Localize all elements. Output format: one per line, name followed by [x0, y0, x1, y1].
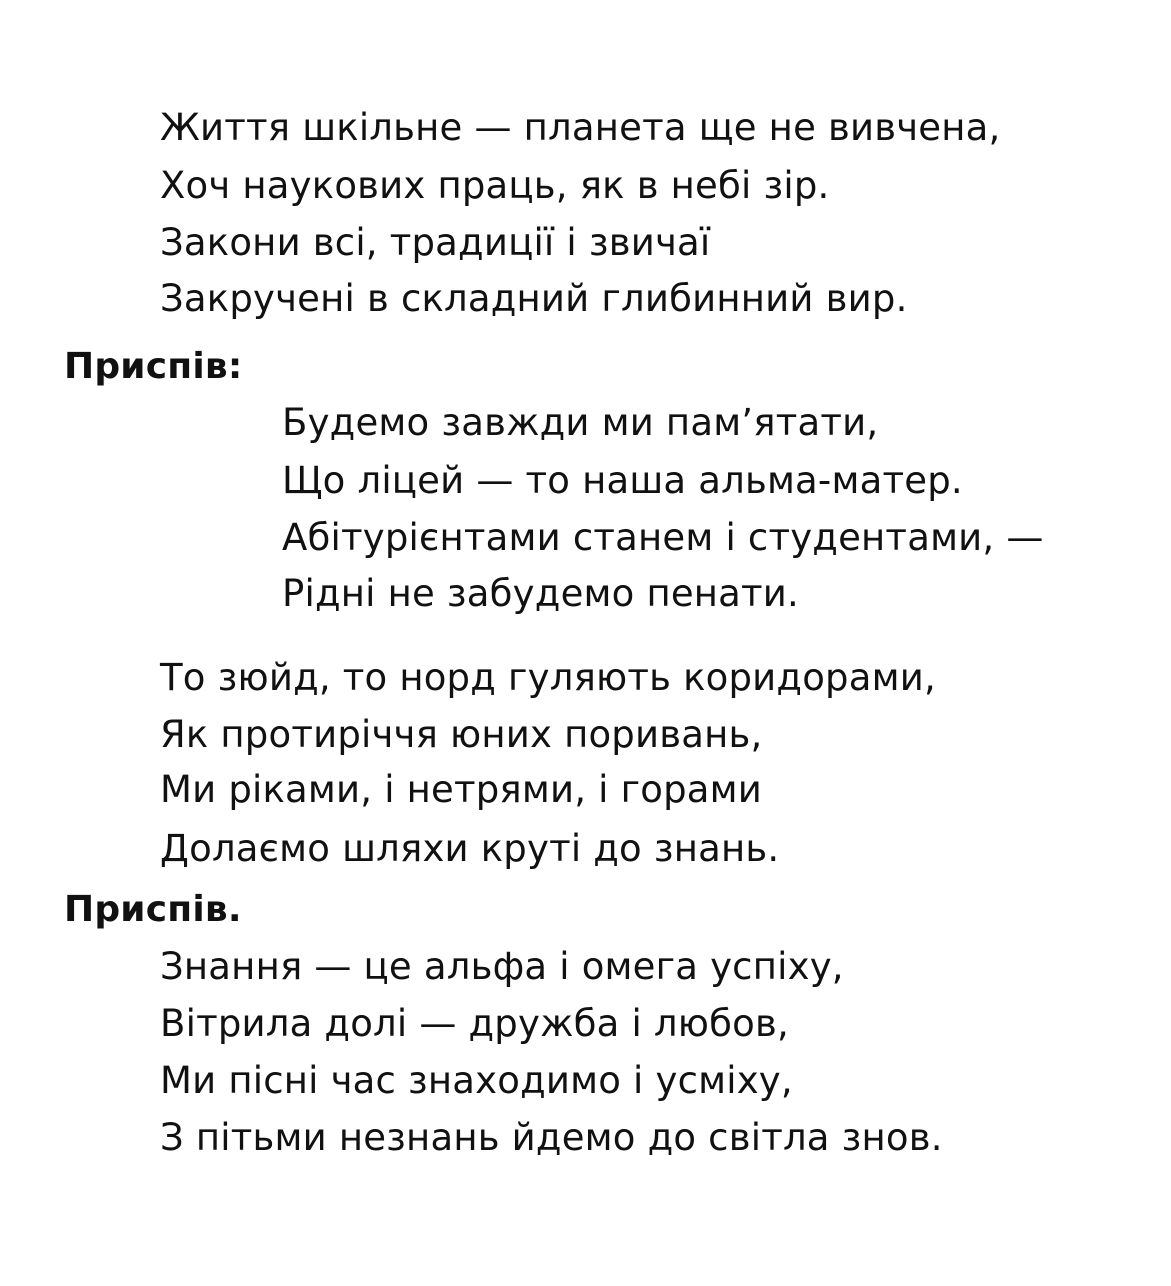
verse-1-line-3: Закони всі, традиції і звичаї	[160, 221, 711, 264]
verse-1-line-1: Життя шкільне — планета ще не вивчена,	[160, 106, 1001, 149]
verse-3-line-3: Ми пісні час знаходимо і усміху,	[160, 1059, 793, 1102]
chorus-heading-repeat: Приспів.	[64, 889, 242, 930]
chorus-line-3: Абітурієнтами станем і студентами, —	[282, 516, 1044, 559]
verse-3-line-1: Знання — це альфа і омега успіху,	[160, 945, 844, 988]
chorus-heading: Приспів:	[64, 346, 243, 387]
verse-2-line-1: То зюйд, то норд гуляють коридорами,	[160, 656, 936, 699]
verse-1-line-2: Хоч наукових праць, як в небі зір.	[160, 164, 830, 207]
verse-2-line-3: Ми ріками, і нетрями, і горами	[160, 768, 763, 811]
chorus-line-1: Будемо завжди ми пам’ятати,	[282, 401, 879, 444]
chorus-line-4: Рідні не забудемо пенати.	[282, 572, 800, 615]
verse-3-line-2: Вітрила долі — дружба і любов,	[160, 1002, 789, 1045]
verse-2-line-4: Долаємо шляхи круті до знань.	[160, 827, 780, 870]
verse-3-line-4: З пітьми незнань йдемо до світла знов.	[160, 1116, 943, 1159]
verse-2-line-2: Як протиріччя юних поривань,	[160, 713, 763, 756]
verse-1-line-4: Закручені в складний глибинний вир.	[160, 277, 908, 320]
chorus-line-2: Що ліцей — то наша альма-матер.	[282, 459, 963, 502]
